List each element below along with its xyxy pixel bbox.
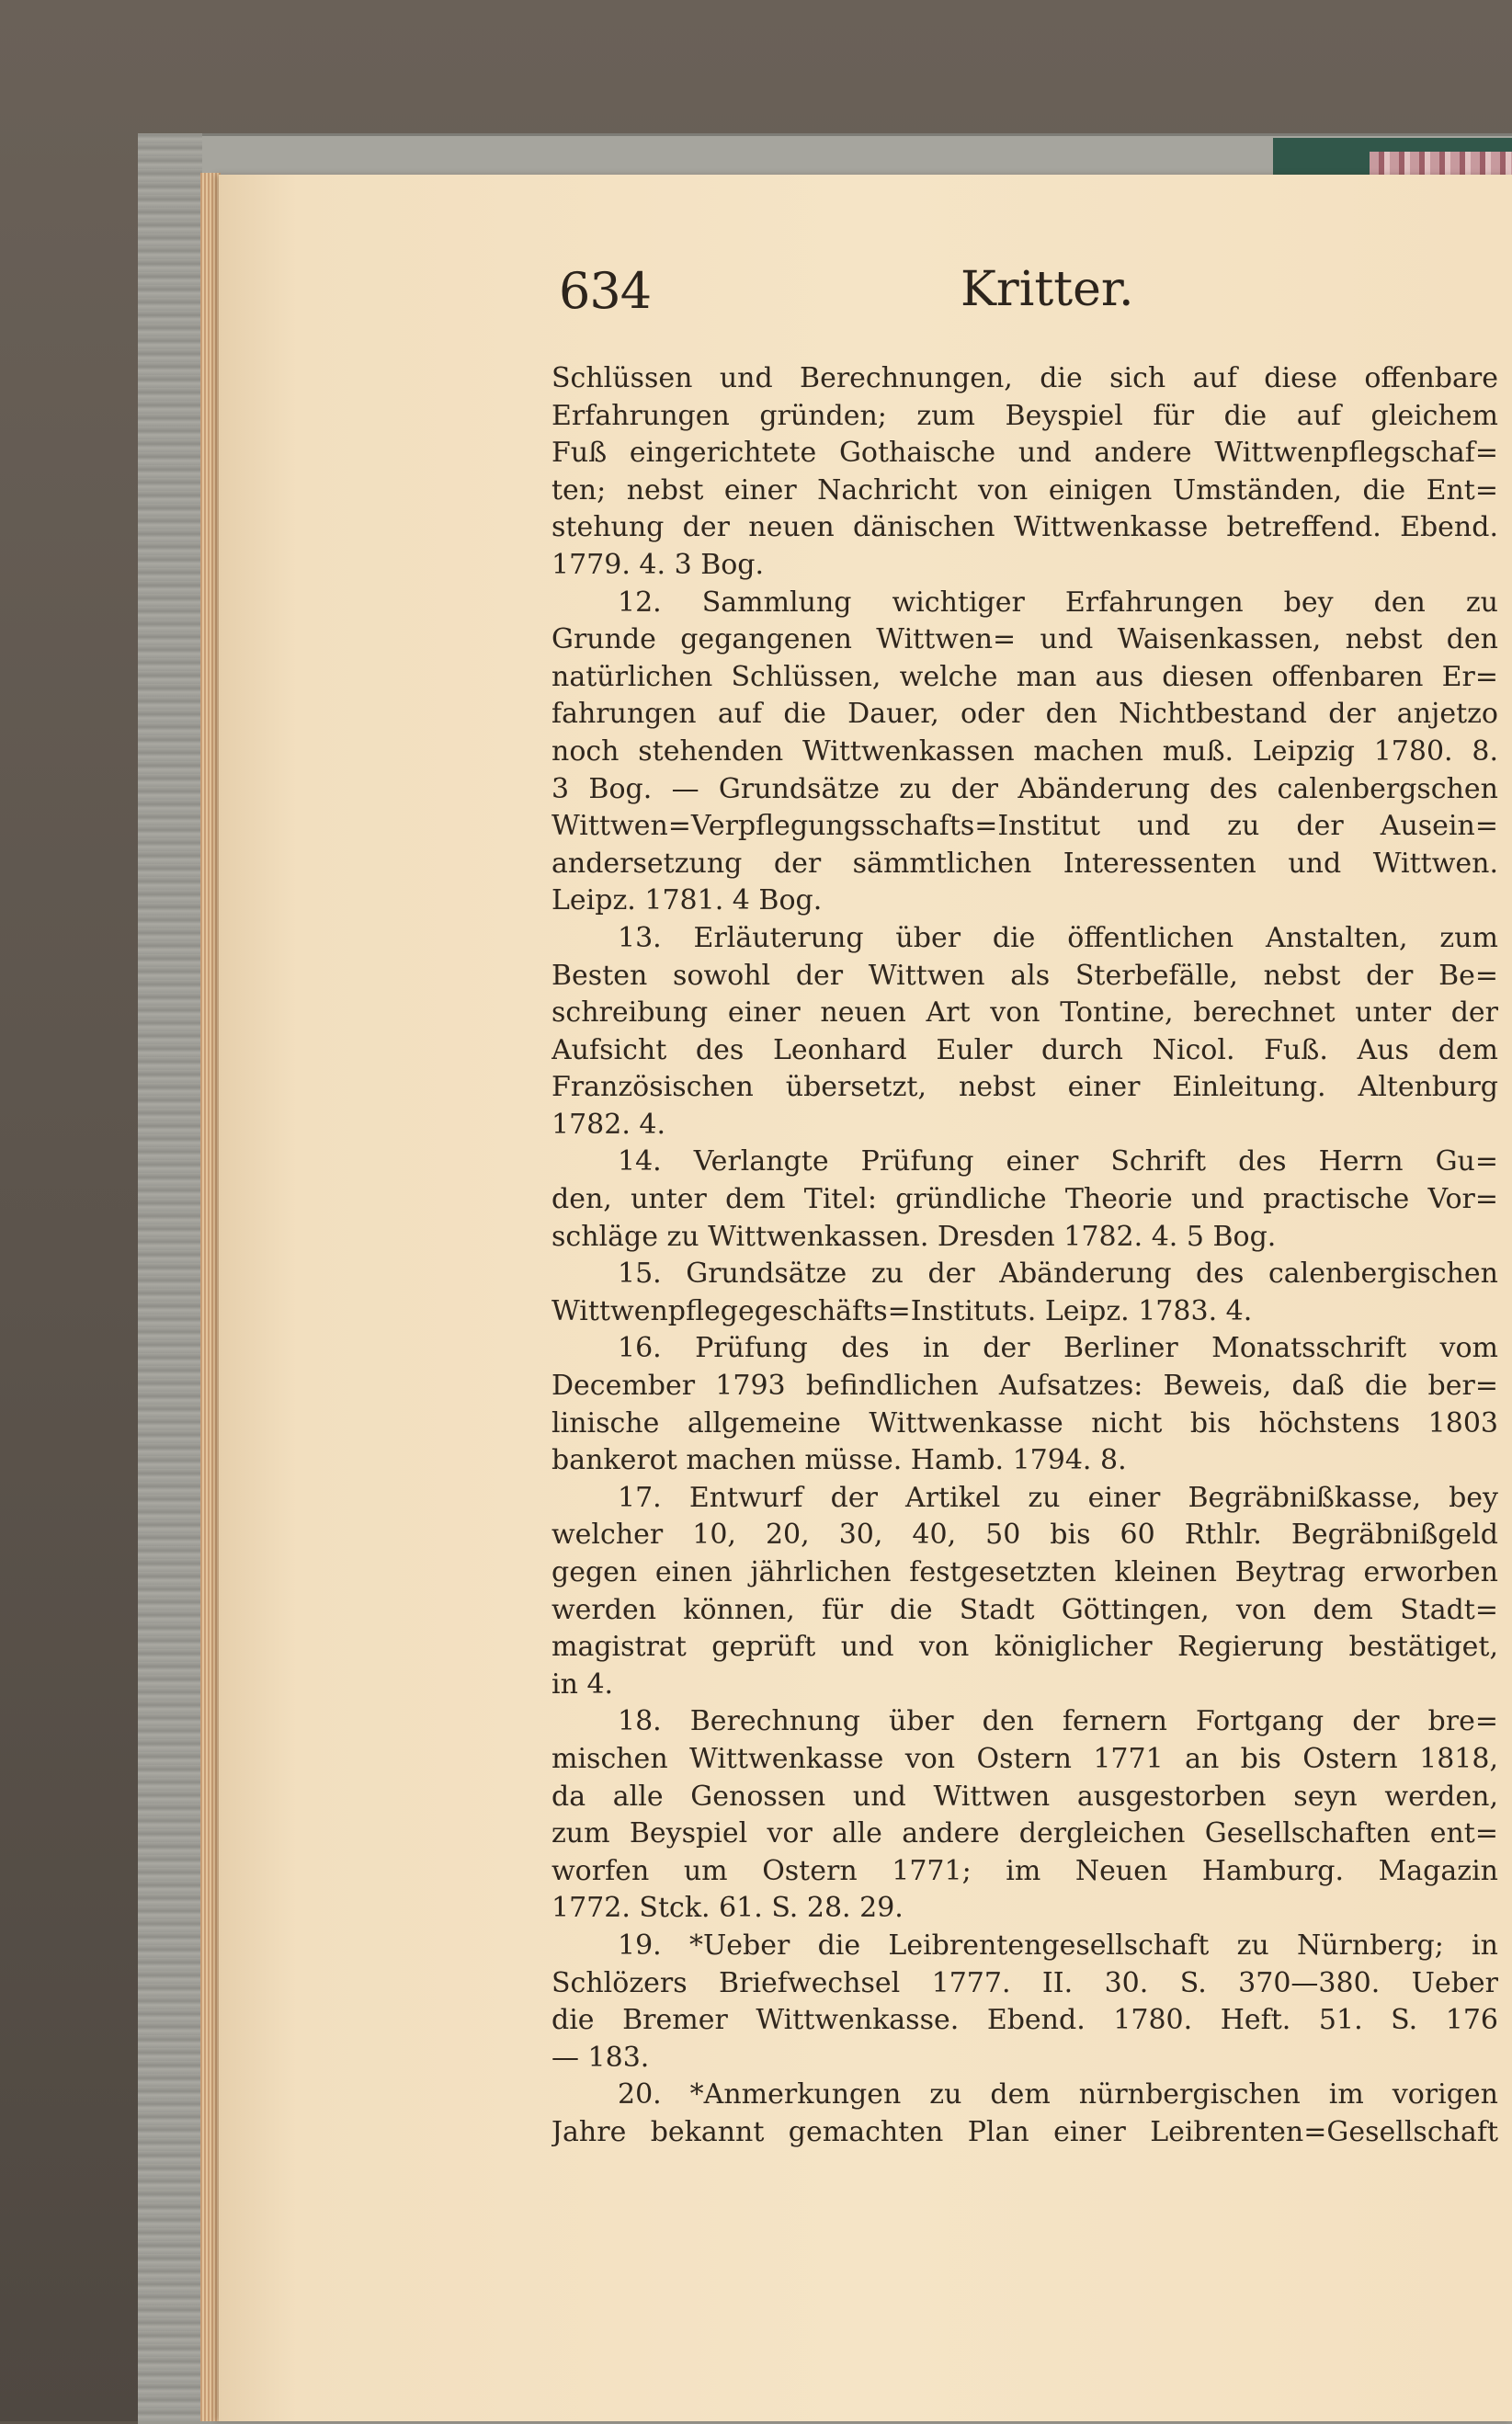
text-line: 17. Entwurf der Artikel zu einer Begräbnißkasse, bey [618,1481,1498,1514]
text-line: 19. *Ueber die Leibrentengesellschaft zu Nürnberg; in [618,1929,1498,1962]
text-line: Jahre bekannt gemachten Plan einer Leibrenten=Gesellschaft [551,2115,1498,2148]
page-stack-edge [200,173,221,2421]
text-line: 1772. Stck. 61. S. 28. 29. [551,1892,904,1925]
text-line: gegen einen jährlichen festgesetzten kleinen Beytrag erworben [551,1556,1498,1588]
text-line: schreibung einer neuen Art von Tontine, berechnet unter der [551,996,1498,1030]
text-line: Schlözers Briefwechsel 1777. II. 30. S. 370—380. Ueber [551,1966,1498,1999]
text-line: Leipz. 1781. 4 Bog. [551,884,823,917]
text-line: in 4. [551,1667,614,1701]
book-cover-edge [138,133,202,2421]
text-line: welcher 10, 20, 30, 40, 50 bis 60 Rthlr. Begräbnißgeld [551,1519,1498,1552]
text-line: Wittwenpflegegeschäfts=Instituts. Leipz. 1783. 4. [551,1294,1253,1327]
text-line: zum Beyspiel vor alle andere dergleichen Gesellschaften ent= [551,1817,1498,1850]
text-line: Aufsicht des Leonhard Euler durch Nicol. Fuß. Aus dem [551,1033,1498,1066]
running-header: Kritter. [961,262,1134,317]
text-line: magistrat geprüft und von königlicher Regierung bestätiget, [551,1631,1498,1664]
text-line: 12. Sammlung wichtiger Erfahrungen bey den zu [618,586,1498,619]
text-line: natürlichen Schlüssen, welche man aus diesen offenbaren Er= [551,660,1498,693]
text-line: 1779. 4. 3 Bog. [551,548,765,581]
text-line: ten; nebst einer Nachricht von einigen Umständen, die Ent= [551,473,1498,506]
text-line: werden können, für die Stadt Göttingen, von dem Stadt= [551,1593,1498,1626]
text-line: linische allgemeine Wittwenkasse nicht bis höchstens 1803 [551,1406,1498,1440]
text-line: Fuß eingerichtete Gothaische und andere Wittwenpflegschaf= [551,437,1498,470]
body-text [551,360,1498,2152]
text-line: Schlüssen und Berechnungen, die sich auf diese offenbare [551,362,1498,394]
text-line: Erfahrungen gründen; zum Beyspiel für die auf gleichem [551,399,1498,432]
text-line: fahrungen auf die Dauer, oder den Nichtbestand der anjetzo [551,698,1498,731]
text-line: 13. Erläuterung über die öffentlichen Anstalten, zum [618,921,1498,954]
text-line: stehung der neuen dänischen Wittwenkasse betreffend. Ebend. [551,511,1498,544]
text-line: Wittwen=Verpflegungsschafts=Institut und zu der Ausein= [551,810,1498,843]
text-line: — 183. [551,2041,650,2074]
text-line: 14. Verlangte Prüfung einer Schrift des Herrn Gu= [618,1145,1498,1178]
text-line: den, unter dem Titel: gründliche Theorie und practische Vor= [551,1183,1498,1216]
page-number: 634 [559,262,652,320]
text-line: da alle Genossen und Wittwen ausgestorben seyn werden, [551,1780,1498,1813]
text-line: worfen um Ostern 1771; im Neuen Hamburg. Magazin [551,1854,1498,1887]
text-line: 18. Berechnung über den fernern Fortgang der bre= [618,1705,1498,1738]
text-line: andersetzung der sämmtlichen Interessenten und Wittwen. [551,847,1498,880]
text-line: 1782. 4. [551,1108,666,1141]
text-line: die Bremer Wittwenkasse. Ebend. 1780. Heft. 51. S. 176 [551,2004,1498,2037]
text-line: mischen Wittwenkasse von Ostern 1771 an bis Ostern 1818, [551,1742,1498,1775]
text-line: noch stehenden Wittwenkassen machen muß. Leipzig 1780. 8. [551,734,1498,768]
text-line: December 1793 befindlichen Aufsatzes: Beweis, daß die ber= [551,1370,1498,1403]
text-line: bankerot machen müsse. Hamb. 1794. 8. [551,1444,1127,1477]
text-line: 15. Grundsätze zu der Abänderung des calenbergischen [618,1258,1498,1291]
text-line: Besten sowohl der Wittwen als Sterbefälle, nebst der Be= [551,959,1498,992]
text-line: Grunde gegangenen Wittwen= und Waisenkassen, nebst den [551,623,1498,656]
text-line: 3 Bog. — Grundsätze zu der Abänderung des calenbergschen [551,772,1498,805]
text-line: Französischen übersetzt, nebst einer Einleitung. Altenburg [551,1071,1498,1104]
text-line: 20. *Anmerkungen zu dem nürnbergischen im vorigen [618,2078,1498,2111]
text-line: 16. Prüfung des in der Berliner Monatsschrift vom [618,1332,1498,1365]
text-line: schläge zu Wittwenkassen. Dresden 1782. 4. 5 Bog. [551,1220,1277,1253]
